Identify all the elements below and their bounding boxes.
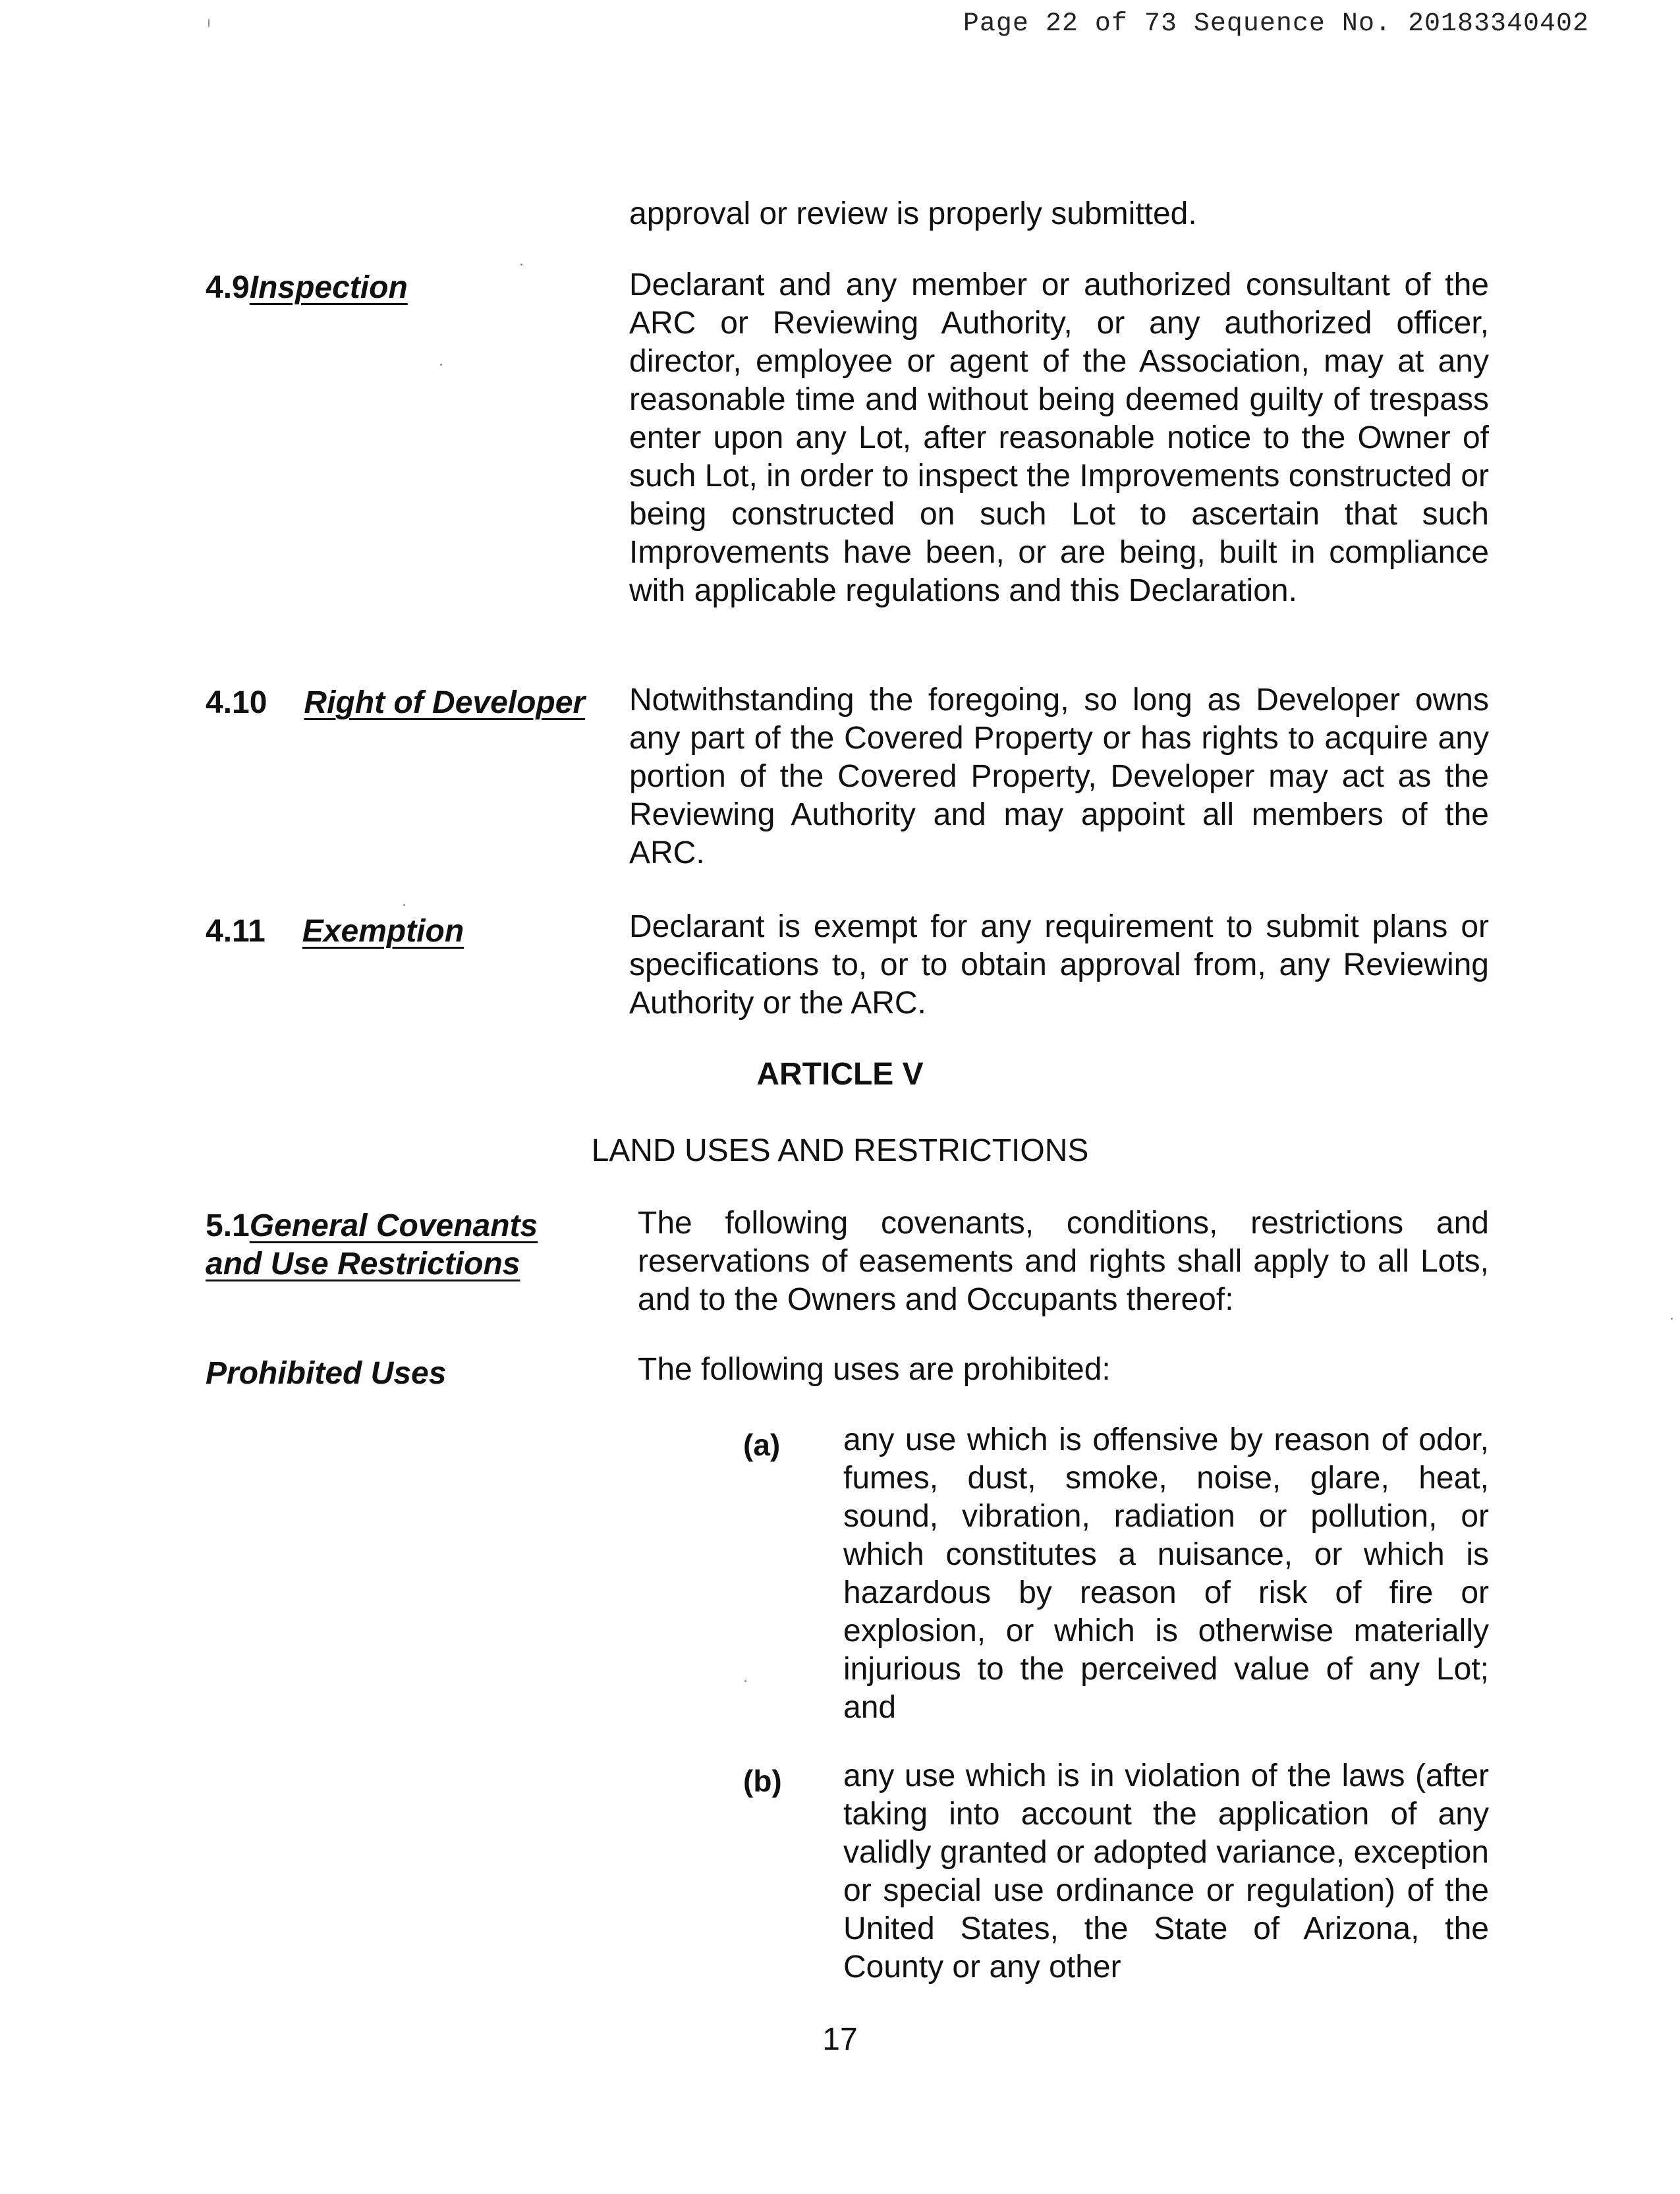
section-5-1-text: The following covenants, conditions, restrictions and reservations of easements and rights shall apply to all Lots, and to the Owners and Occupants thereof: [638, 1206, 1489, 1317]
page-number: 17 [822, 2022, 858, 2057]
scan-mark [208, 18, 210, 28]
section-4-10-text: Notwithstanding the foregoing, so long as Developer owns any part of the Covered Property or has rights to acquire any portion of the Covered Property, Developer may act as the Reviewing Authority and may appoint all members of the ARC. [629, 683, 1489, 870]
continuation-text: approval or review is properly submitted. [629, 196, 1197, 231]
scan-mark [744, 1680, 746, 1682]
section-number: 4.9 [206, 270, 250, 305]
section-5-1-heading [206, 1207, 538, 1283]
scan-mark [1671, 1318, 1673, 1320]
section-title: Inspection [249, 270, 408, 305]
item-label: (a) [743, 1428, 781, 1462]
section-number: 4.11 [206, 914, 266, 949]
section-number: 4.10 [206, 685, 267, 720]
section-4-11-heading [206, 913, 464, 951]
section-title-line2: and Use Restrictions [206, 1247, 520, 1281]
scan-mark [403, 904, 405, 906]
article-title: ARTICLE V [756, 1057, 924, 1092]
page-header: Page 22 of 73 Sequence No. 20183340402 [963, 9, 1589, 39]
prohibited-uses-heading: Prohibited Uses [206, 1356, 447, 1391]
article-subtitle: LAND USES AND RESTRICTIONS [591, 1133, 1089, 1168]
item-label: (b) [743, 1764, 782, 1798]
section-4-10-heading [206, 684, 585, 722]
item-text: any use which is offensive by reason of odor, fumes, dust, smoke, noise, glare, heat, sound, vibration, radiation or pollution, or which constitutes a nuisance, or which is hazardous by reason of risk of fire or explosion, or which is otherwise materially injurious to the perceived value of any Lot; and [843, 1422, 1489, 1725]
item-text: any use which is in violation of the laws (after taking into account the application of any validly granted or adopted variance, exception or special use ordinance or regulation) of the United States, the State of Arizona, the County or any other [843, 1758, 1489, 1984]
prohibited-uses-intro: The following uses are prohibited: [638, 1352, 1111, 1387]
section-number: 5.1 [206, 1208, 250, 1243]
section-title-line1: General Covenants [249, 1208, 538, 1243]
section-title: Exemption [302, 914, 464, 949]
section-4-9-heading [206, 269, 408, 307]
scan-mark [520, 264, 522, 266]
section-title: Right of Developer [304, 685, 586, 720]
scan-mark [440, 364, 442, 366]
section-4-9-text: Declarant and any member or authorized consultant of the ARC or Reviewing Authority, or any authorized officer, director, employee or agent of the Association, may at any reasonable time and without being deemed guilty of trespass enter upon any Lot, after reasonable notice to the Owner of such Lot, in order to inspect the Improvements constructed or being constructed on such Lot to ascertain that such Improvements have been, or are being, built in compliance with applicable regulations and this Declaration. [629, 267, 1489, 608]
section-4-11-text: Declarant is exempt for any requirement to submit plans or specifications to, or to obtain approval from, any Reviewing Authority or the ARC. [629, 909, 1489, 1021]
